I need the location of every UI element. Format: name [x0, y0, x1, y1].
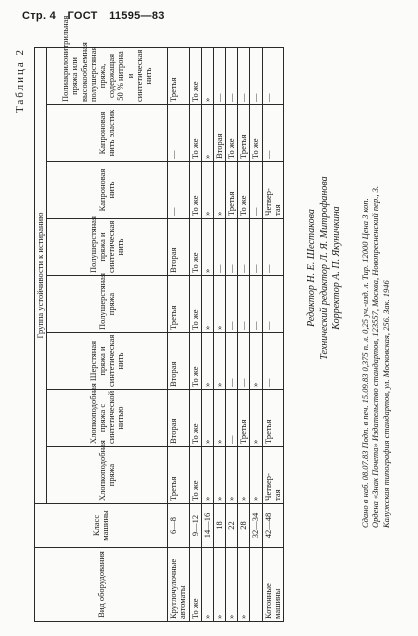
- cell-text: —: [238, 264, 249, 273]
- column-header: Полушерстяная пряжа: [47, 276, 168, 333]
- group-cell: [201, 390, 213, 447]
- group-header: Группа устойчивости к истиранию: [35, 47, 47, 503]
- cell-text: —: [213, 93, 224, 102]
- cell-text: тая: [271, 489, 282, 501]
- cell-text: »: [201, 614, 212, 619]
- cell-text: »: [201, 325, 212, 330]
- cell-text: —: [213, 264, 224, 273]
- group-cell: [250, 276, 262, 333]
- cell-text: 6—8: [168, 517, 179, 534]
- group-cell: [226, 219, 238, 276]
- cell-text: »: [201, 97, 212, 102]
- cell-text: То же: [189, 195, 200, 216]
- group-cell: [168, 162, 189, 219]
- group-cell: [213, 390, 225, 447]
- cell-text: »: [238, 614, 249, 619]
- standard-label: ГОСТ: [67, 10, 98, 22]
- group-cell: [213, 447, 225, 504]
- cell-text: 32—34: [250, 512, 261, 539]
- group-cell: [168, 105, 189, 162]
- cell-text: »: [201, 268, 212, 273]
- column-header: Полушерстяная пряжа и синтетическая нить: [47, 219, 168, 276]
- table-row: [250, 47, 262, 621]
- class-cell: [238, 504, 250, 548]
- cell-text: »: [213, 382, 224, 387]
- cell-text: автоматы: [177, 585, 188, 619]
- cell-text: —: [238, 321, 249, 330]
- cell-text: То же: [238, 195, 249, 216]
- cell-text: 9—12: [189, 514, 200, 537]
- column-header: Шерстяная пряжа и синтетическая нить: [47, 333, 168, 390]
- group-cell: [262, 47, 283, 104]
- cell-text: 14—16: [201, 512, 212, 539]
- cell-text: Третья: [262, 419, 273, 444]
- class-cell: [168, 504, 189, 548]
- group-cell: [238, 333, 250, 390]
- cell-text: 42—48: [262, 512, 273, 539]
- cell-text: —: [250, 264, 261, 273]
- cell-text: —: [168, 150, 179, 159]
- group-cell: [213, 333, 225, 390]
- group-cell: [226, 276, 238, 333]
- group-cell: [226, 47, 238, 104]
- group-cell: [213, 162, 225, 219]
- group-cell: [201, 162, 213, 219]
- group-cell: [168, 447, 189, 504]
- cell-text: »: [201, 211, 212, 216]
- group-cell: [238, 447, 250, 504]
- group-cell: [250, 47, 262, 104]
- cell-text: Четвер-: [262, 473, 273, 501]
- cell-text: —: [250, 207, 261, 216]
- group-cell: [201, 219, 213, 276]
- proofreader-line: Корректор А. П. Якуничкина: [331, 206, 342, 330]
- cell-text: —: [238, 93, 249, 102]
- cell-text: »: [201, 154, 212, 159]
- cell-text: То же: [189, 138, 200, 159]
- equipment-cell: [168, 548, 189, 622]
- class-cell: [201, 504, 213, 548]
- imprint-line: Калужская типография стандартов, ул. Московская, 256. Зак. 1946: [380, 280, 391, 528]
- group-cell: [189, 105, 201, 162]
- group-cell: [213, 219, 225, 276]
- group-cell: [262, 105, 283, 162]
- group-cell: [189, 276, 201, 333]
- cell-text: —: [262, 264, 273, 273]
- column-header: Капроновая нить эластик: [47, 105, 168, 162]
- group-cell: [238, 47, 250, 104]
- group-cell: [238, 162, 250, 219]
- cell-text: Третья: [168, 77, 179, 102]
- table-caption: Таблица 2: [14, 48, 26, 114]
- group-cell: [250, 447, 262, 504]
- cell-text: Круглочулочные: [168, 558, 179, 619]
- cell-text: »: [250, 439, 261, 444]
- cell-text: То же: [189, 480, 200, 501]
- cell-text: 28: [238, 521, 249, 530]
- cell-text: Вторая: [168, 418, 179, 444]
- equipment-cell: [213, 548, 225, 622]
- column-header: Капроновая нить: [47, 162, 168, 219]
- group-cell: [262, 219, 283, 276]
- cell-text: —: [238, 378, 249, 387]
- cell-text: 22: [226, 521, 237, 530]
- cell-text: Третья: [168, 305, 179, 330]
- imprint: [360, 42, 391, 528]
- equipment-cell: [238, 548, 250, 622]
- cell-text: —: [226, 435, 237, 444]
- cell-text: То же: [189, 309, 200, 330]
- cell-text: —: [262, 321, 273, 330]
- cell-text: Четвер-: [262, 188, 273, 216]
- class-header: Класс машины: [35, 504, 168, 548]
- column-header: Полиакрилонитрильная пряжа или высокообъемная полушерстяная пряжа, содержащая 50 % нитрона и синтетическая нить: [47, 47, 168, 104]
- group-cell: [189, 390, 201, 447]
- group-cell: [250, 162, 262, 219]
- equipment-cell: [250, 548, 262, 622]
- cell-text: »: [226, 496, 237, 501]
- table-row: [168, 47, 189, 621]
- group-cell: [238, 276, 250, 333]
- group-cell: [189, 219, 201, 276]
- group-cell: [213, 276, 225, 333]
- group-cell: [262, 162, 283, 219]
- cell-text: »: [213, 439, 224, 444]
- group-cell: [226, 447, 238, 504]
- column-header: Хлопкоподобная пряжа: [47, 447, 168, 504]
- equipment-cell: [201, 548, 213, 622]
- table-row: [213, 47, 225, 621]
- class-cell: [189, 504, 201, 548]
- group-cell: [238, 390, 250, 447]
- cell-text: Третья: [168, 476, 179, 501]
- cell-text: —: [262, 378, 273, 387]
- cell-text: »: [238, 496, 249, 501]
- cell-text: »: [201, 496, 212, 501]
- equipment-cell: [262, 548, 283, 622]
- cell-text: Третья: [238, 134, 249, 159]
- cell-text: —: [226, 321, 237, 330]
- group-cell: [168, 333, 189, 390]
- group-cell: [168, 390, 189, 447]
- group-cell: [262, 447, 283, 504]
- class-cell: [226, 504, 238, 548]
- cell-text: »: [250, 496, 261, 501]
- cell-text: То же: [226, 138, 237, 159]
- group-cell: [189, 447, 201, 504]
- class-cell: [213, 504, 225, 548]
- table-row: [238, 47, 250, 621]
- cell-text: То же: [189, 366, 200, 387]
- table-row: [201, 47, 213, 621]
- equipment-header: Вид оборудования: [35, 548, 168, 622]
- group-cell: [262, 333, 283, 390]
- cell-text: »: [213, 325, 224, 330]
- group-cell: [168, 219, 189, 276]
- cell-text: »: [201, 382, 212, 387]
- cell-text: —: [226, 93, 237, 102]
- group-cell: [201, 105, 213, 162]
- group-cell: [201, 447, 213, 504]
- group-cell: [189, 333, 201, 390]
- cell-text: »: [226, 614, 237, 619]
- cell-text: То же: [189, 81, 200, 102]
- cell-text: »: [201, 439, 212, 444]
- cell-text: То же: [189, 423, 200, 444]
- cell-text: Вторая: [168, 247, 179, 273]
- group-cell: [238, 219, 250, 276]
- editor-line: Редактор Н. Е. Шестакова: [306, 209, 317, 327]
- tech-editor-line: Технический редактор Л. Я. Митрофанова: [318, 176, 330, 360]
- class-cell: [250, 504, 262, 548]
- cell-text: »: [213, 211, 224, 216]
- cell-text: —: [250, 93, 261, 102]
- cell-text: То же: [189, 598, 200, 619]
- cell-text: Котонные: [262, 583, 273, 619]
- standard-number: 11595—83: [109, 10, 165, 22]
- group-cell: [250, 219, 262, 276]
- cell-text: —: [168, 207, 179, 216]
- cell-text: —: [226, 378, 237, 387]
- cell-text: Вторая: [213, 133, 224, 159]
- cell-text: Вторая: [168, 361, 179, 387]
- group-cell: [262, 276, 283, 333]
- group-cell: [213, 47, 225, 104]
- group-cell: [201, 47, 213, 104]
- group-cell: [250, 105, 262, 162]
- imprint-line: Ордена «Знак Почета» Издательство стандартов, 123557, Москва, Новопресненский пер., 3.: [370, 186, 381, 528]
- page-number: Стр. 4: [22, 10, 57, 22]
- cell-text: 18: [213, 521, 224, 530]
- group-cell: [226, 333, 238, 390]
- cell-text: »: [250, 382, 261, 387]
- group-cell: [189, 47, 201, 104]
- cell-text: —: [262, 150, 273, 159]
- credits: [306, 58, 344, 478]
- cell-text: То же: [250, 138, 261, 159]
- group-cell: [201, 276, 213, 333]
- equipment-cell: [189, 548, 201, 622]
- group-cell: [250, 333, 262, 390]
- equipment-cell: [226, 548, 238, 622]
- cell-text: То же: [189, 252, 200, 273]
- group-cell: [189, 162, 201, 219]
- class-cell: [262, 504, 283, 548]
- group-cell: [250, 390, 262, 447]
- cell-text: Третья: [226, 191, 237, 216]
- group-cell: [168, 47, 189, 104]
- cell-text: тая: [271, 204, 282, 216]
- group-cell: [238, 105, 250, 162]
- group-cell: [226, 162, 238, 219]
- cell-text: Третья: [238, 419, 249, 444]
- cell-text: —: [262, 93, 273, 102]
- table-row: [189, 47, 201, 621]
- group-cell: [201, 333, 213, 390]
- imprint-line: Сдано в наб. 08.07.83 Подп. в печ. 15.09.83 0,375 п. л. 0,25 уч.-изд. л. Тир. 12000 Цена 3 коп.: [360, 198, 370, 528]
- cell-text: »: [213, 496, 224, 501]
- column-header: Хлопкоподобная пряжа с синтетической нитью: [47, 390, 168, 447]
- table-row: [226, 47, 238, 621]
- cell-text: машины: [271, 588, 282, 619]
- cell-text: —: [250, 321, 261, 330]
- group-cell: [168, 276, 189, 333]
- group-cell: [262, 390, 283, 447]
- group-cell: [226, 390, 238, 447]
- cell-text: »: [213, 614, 224, 619]
- group-cell: [213, 105, 225, 162]
- group-cell: [226, 105, 238, 162]
- cell-text: —: [226, 264, 237, 273]
- table-row: [262, 47, 283, 621]
- page-header: [22, 10, 402, 28]
